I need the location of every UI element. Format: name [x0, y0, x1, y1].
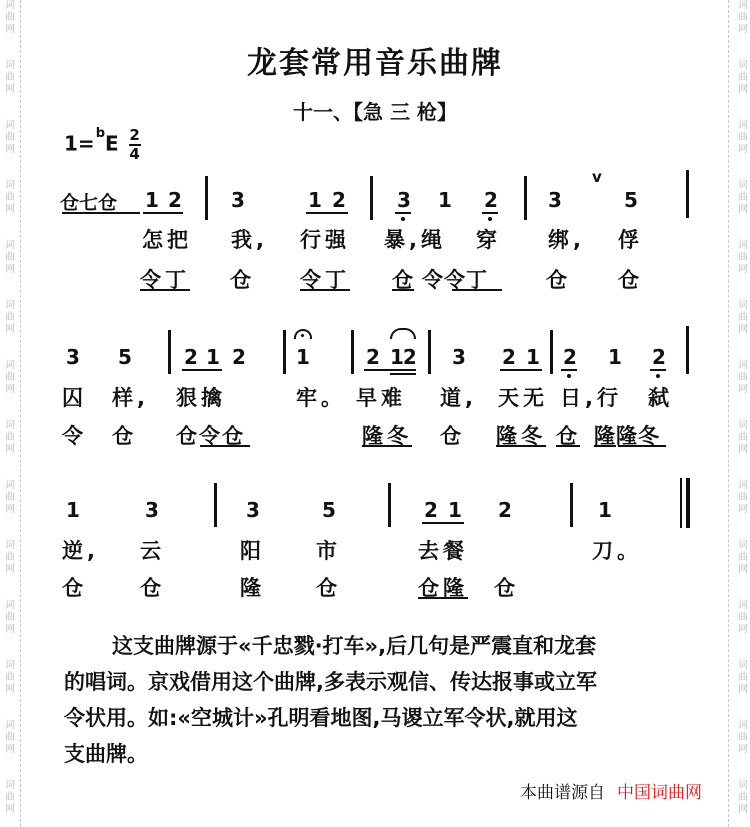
watermark-text: 词 曲 网	[738, 240, 748, 275]
lyric: 天无	[498, 386, 548, 410]
underline	[561, 369, 577, 371]
lyric: 阳	[240, 539, 265, 563]
underline	[496, 445, 546, 447]
percussion: 仓	[546, 268, 571, 292]
underline	[452, 289, 502, 291]
tune-subtitle: 十一、【急 三 枪】	[293, 100, 457, 124]
note: 2	[498, 498, 512, 522]
lyric: 早难	[356, 386, 406, 410]
time-top: 2	[129, 126, 140, 144]
note: 2	[563, 345, 577, 369]
description-paragraph	[64, 628, 704, 772]
note: 1	[448, 498, 462, 522]
final-bar-thin	[680, 478, 682, 528]
watermark-text: 词 曲 网	[5, 360, 15, 395]
note: 3	[397, 188, 411, 212]
lyric: 我,	[231, 228, 268, 252]
underline	[422, 522, 464, 524]
dot	[567, 374, 571, 378]
lyric: 暴,绳	[384, 228, 446, 252]
bar-line	[370, 176, 373, 220]
paragraph-line: 的唱词。京戏借用这个曲牌,多表示观信、传达报事或立军	[64, 670, 597, 694]
watermark-text: 词 曲 网	[5, 60, 15, 95]
source-brand-link[interactable]: 中国词曲网	[617, 783, 702, 803]
underline	[618, 445, 666, 447]
percussion: 仓	[112, 424, 137, 448]
lyric: 牢。	[296, 386, 346, 410]
note: 5	[118, 345, 132, 369]
note: 12	[390, 345, 416, 369]
watermark-text: 词 曲 网	[5, 600, 15, 635]
underline	[556, 445, 580, 447]
percussion: 令	[62, 424, 87, 448]
note: 3	[548, 188, 562, 212]
underline	[482, 212, 498, 214]
percussion: 仓	[556, 424, 581, 448]
lyric: 刀。	[592, 539, 642, 563]
percussion: 仓	[316, 576, 341, 600]
watermark-text: 词 曲 网	[738, 420, 748, 455]
underline	[140, 289, 190, 291]
percussion: 令令丁	[422, 268, 488, 292]
key-label: 1=	[64, 131, 95, 156]
watermark-text: 词 曲 网	[738, 480, 748, 515]
bar-line	[686, 170, 689, 218]
bar-line	[351, 330, 354, 374]
paragraph-line: 这支曲牌源于«千忠戮·打车»,后几句是严震直和龙套	[112, 634, 597, 658]
lyric: 囚	[62, 386, 87, 410]
lyric: 道,	[440, 386, 477, 410]
watermark-text: 词 曲 网	[738, 60, 748, 95]
lyric: 云	[140, 539, 165, 563]
bar-line	[428, 330, 431, 374]
dot	[401, 217, 405, 221]
underline	[200, 445, 250, 447]
key-note: E	[105, 131, 119, 156]
percussion: 令丁	[300, 268, 350, 292]
lyric: 逆,	[62, 539, 99, 563]
watermark-text: 词 曲 网	[738, 780, 748, 815]
lyric: 穿	[476, 228, 501, 252]
underline	[300, 289, 350, 291]
note: 2	[184, 345, 198, 369]
note: 2	[168, 188, 182, 212]
lyric: 样,	[112, 386, 149, 410]
watermark-text: 词 曲 网	[738, 720, 748, 755]
watermark-text: 词 曲 网	[5, 0, 15, 35]
paragraph-line: 令状用。如:«空城计»孔明看地图,马谡立军令状,就用这	[64, 706, 578, 730]
note: 1	[598, 498, 612, 522]
note: 1	[526, 345, 540, 369]
note: 5	[322, 498, 336, 522]
note: 3	[231, 188, 245, 212]
note: 2	[232, 345, 246, 369]
underline	[143, 212, 183, 214]
percussion: 仓	[230, 268, 255, 292]
lyric: 行强	[300, 228, 350, 252]
percussion: 仓	[392, 268, 417, 292]
paragraph-line: 支曲牌。	[64, 742, 148, 766]
note: 1	[145, 188, 159, 212]
note: 1	[66, 498, 80, 522]
bar-line	[550, 330, 553, 374]
lyric: 弑	[648, 386, 673, 410]
note: 3	[452, 345, 466, 369]
breath-mark: v	[592, 168, 602, 186]
note: 3	[145, 498, 159, 522]
underline	[362, 445, 412, 447]
watermark-text: 词 曲 网	[5, 720, 15, 755]
note: 5	[624, 188, 638, 212]
watermark-text: 词 曲 网	[738, 360, 748, 395]
watermark-text: 词 曲 网	[5, 120, 15, 155]
dot	[656, 374, 660, 378]
percussion: 隆隆冬	[594, 424, 660, 448]
note: 3	[246, 498, 260, 522]
underline	[62, 212, 140, 214]
bar-line	[570, 483, 573, 527]
note: 1	[438, 188, 452, 212]
underline	[650, 369, 666, 371]
dot	[488, 217, 492, 221]
note: 2	[332, 188, 346, 212]
time-signature	[129, 128, 141, 162]
bar-line	[214, 483, 217, 527]
note: 1	[206, 345, 220, 369]
note: 1	[608, 345, 622, 369]
underline	[390, 373, 416, 375]
lyric: 绑,	[548, 228, 585, 252]
lyric: 狠擒	[176, 386, 226, 410]
note: 1	[308, 188, 322, 212]
percussion: 隆	[240, 576, 265, 600]
watermark-text: 词 曲 网	[5, 660, 15, 695]
percussion: 隆冬	[496, 424, 546, 448]
underline	[500, 369, 542, 371]
watermark-text: 词 曲 网	[5, 300, 15, 335]
note: 2	[652, 345, 666, 369]
underline	[395, 212, 411, 214]
watermark-text: 词 曲 网	[738, 660, 748, 695]
watermark-text: 词 曲 网	[738, 600, 748, 635]
watermark-text: 词 曲 网	[5, 180, 15, 215]
note: 仓七仓	[60, 192, 118, 214]
watermark-text: 词 曲 网	[5, 540, 15, 575]
percussion: 令丁	[140, 268, 190, 292]
watermark-text: 词 曲 网	[738, 180, 748, 215]
note: 2	[484, 188, 498, 212]
lyric: 俘	[618, 228, 643, 252]
percussion: 仓	[494, 576, 519, 600]
time-bottom: 4	[129, 145, 140, 163]
underline	[364, 369, 416, 371]
source-label: 本曲谱源自	[520, 783, 605, 803]
bar-line	[168, 330, 171, 374]
final-bar-thick	[686, 478, 690, 528]
watermark-text: 词 曲 网	[5, 480, 15, 515]
percussion: 仓令仓	[176, 424, 245, 448]
bar-line	[524, 176, 527, 220]
bar-line	[686, 326, 689, 374]
watermark-text: 词 曲 网	[738, 300, 748, 335]
underline	[392, 289, 414, 291]
source-attribution	[520, 778, 702, 803]
tie	[390, 328, 416, 339]
underline	[182, 369, 222, 371]
underline	[418, 597, 468, 599]
note: 3	[66, 345, 80, 369]
note: 1	[296, 345, 310, 369]
percussion: 仓	[440, 424, 465, 448]
fermata	[294, 329, 312, 339]
note: 2	[366, 345, 380, 369]
note: 2	[424, 498, 438, 522]
note: 2	[502, 345, 516, 369]
bar-line	[283, 330, 286, 374]
bar-line	[205, 176, 208, 220]
lyric: 市	[316, 539, 341, 563]
lyric: 怎把	[142, 228, 192, 252]
underline	[306, 212, 348, 214]
percussion: 仓	[62, 576, 87, 600]
bar-line	[388, 483, 391, 527]
watermark-text: 词 曲 网	[738, 0, 748, 35]
key-signature	[64, 128, 141, 162]
page-title: 龙套常用音乐曲牌	[247, 46, 503, 81]
watermark-text: 词 曲 网	[5, 420, 15, 455]
percussion: 隆冬	[362, 424, 412, 448]
watermark-text: 词 曲 网	[5, 780, 15, 815]
watermark-text: 词 曲 网	[738, 540, 748, 575]
percussion: 仓	[618, 268, 643, 292]
flat-sign: b	[95, 126, 105, 141]
lyric: 日,行	[560, 386, 622, 410]
lyric: 去餐	[418, 539, 468, 563]
percussion: 仓	[140, 576, 165, 600]
percussion: 仓隆	[418, 576, 468, 600]
watermark-text: 词 曲 网	[5, 240, 15, 275]
underline	[594, 445, 616, 447]
watermark-text: 词 曲 网	[738, 120, 748, 155]
